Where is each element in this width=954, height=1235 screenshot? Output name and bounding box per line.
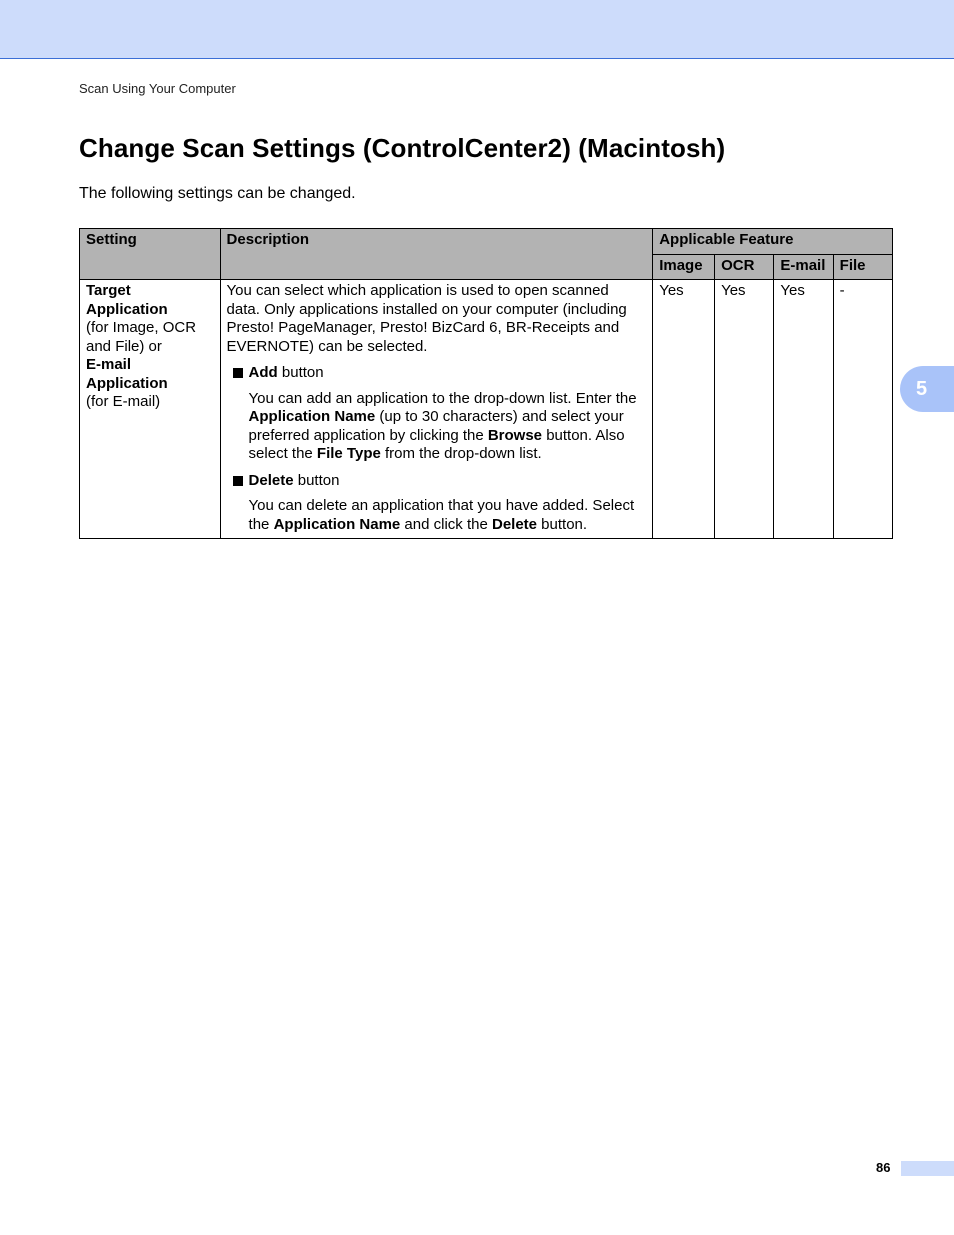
page-number: 86 — [876, 1160, 891, 1175]
square-bullet-icon — [233, 368, 243, 378]
settings-table — [79, 228, 893, 539]
add-label: Add — [248, 364, 278, 381]
feature-email-value: Yes — [774, 280, 833, 539]
setting-note-target: (for Image, OCR and File) or — [86, 319, 197, 355]
running-header: Scan Using Your Computer — [79, 81, 236, 96]
feature-ocr-value: Yes — [715, 280, 774, 539]
page-number-bar — [901, 1161, 954, 1176]
top-header-band — [0, 0, 954, 59]
delete-label-suffix: button — [293, 471, 340, 489]
header-ocr: OCR — [715, 254, 774, 280]
description-cell — [220, 280, 653, 539]
feature-image-value: Yes — [653, 280, 715, 539]
bullet-delete — [233, 472, 647, 491]
header-email: E-mail — [774, 254, 833, 280]
header-description: Description — [220, 229, 653, 280]
feature-file-value: - — [833, 280, 892, 539]
header-image: Image — [653, 254, 715, 280]
add-label-suffix: button — [277, 364, 324, 381]
setting-name-email: E-mail Application — [86, 356, 168, 392]
description-intro: You can select which application is used to open scanned data. Only applications installed on your computer (including Presto! PageManager, Presto! BizCard 6, BR-Receipts and EVERNOTE) can be selected. — [226, 282, 627, 355]
page-title: Change Scan Settings (ControlCenter2) (Macintosh) — [79, 133, 726, 163]
add-description: You can add an application to the drop-down list. Enter the Application Name (up to 30 characters) and select your preferred application by clicking the Browse button. Also select the File Type from the drop-down list. — [248, 389, 637, 462]
chapter-tab: 5 — [900, 366, 954, 412]
delete-description: You can delete an application that you have added. Select the Application Name and click the Delete button. — [248, 497, 635, 533]
table-row — [80, 280, 893, 539]
header-file: File — [833, 254, 892, 280]
setting-name-target: Target Application — [86, 282, 168, 318]
bullet-add — [233, 364, 647, 383]
delete-label: Delete — [248, 471, 294, 489]
square-bullet-icon — [233, 476, 243, 486]
table-header-row — [80, 229, 893, 255]
setting-cell — [80, 280, 221, 539]
header-setting: Setting — [80, 229, 221, 280]
intro-text: The following settings can be changed. — [79, 185, 356, 202]
header-applicable-feature: Applicable Feature — [653, 229, 893, 255]
setting-note-email: (for E-mail) — [86, 393, 161, 410]
